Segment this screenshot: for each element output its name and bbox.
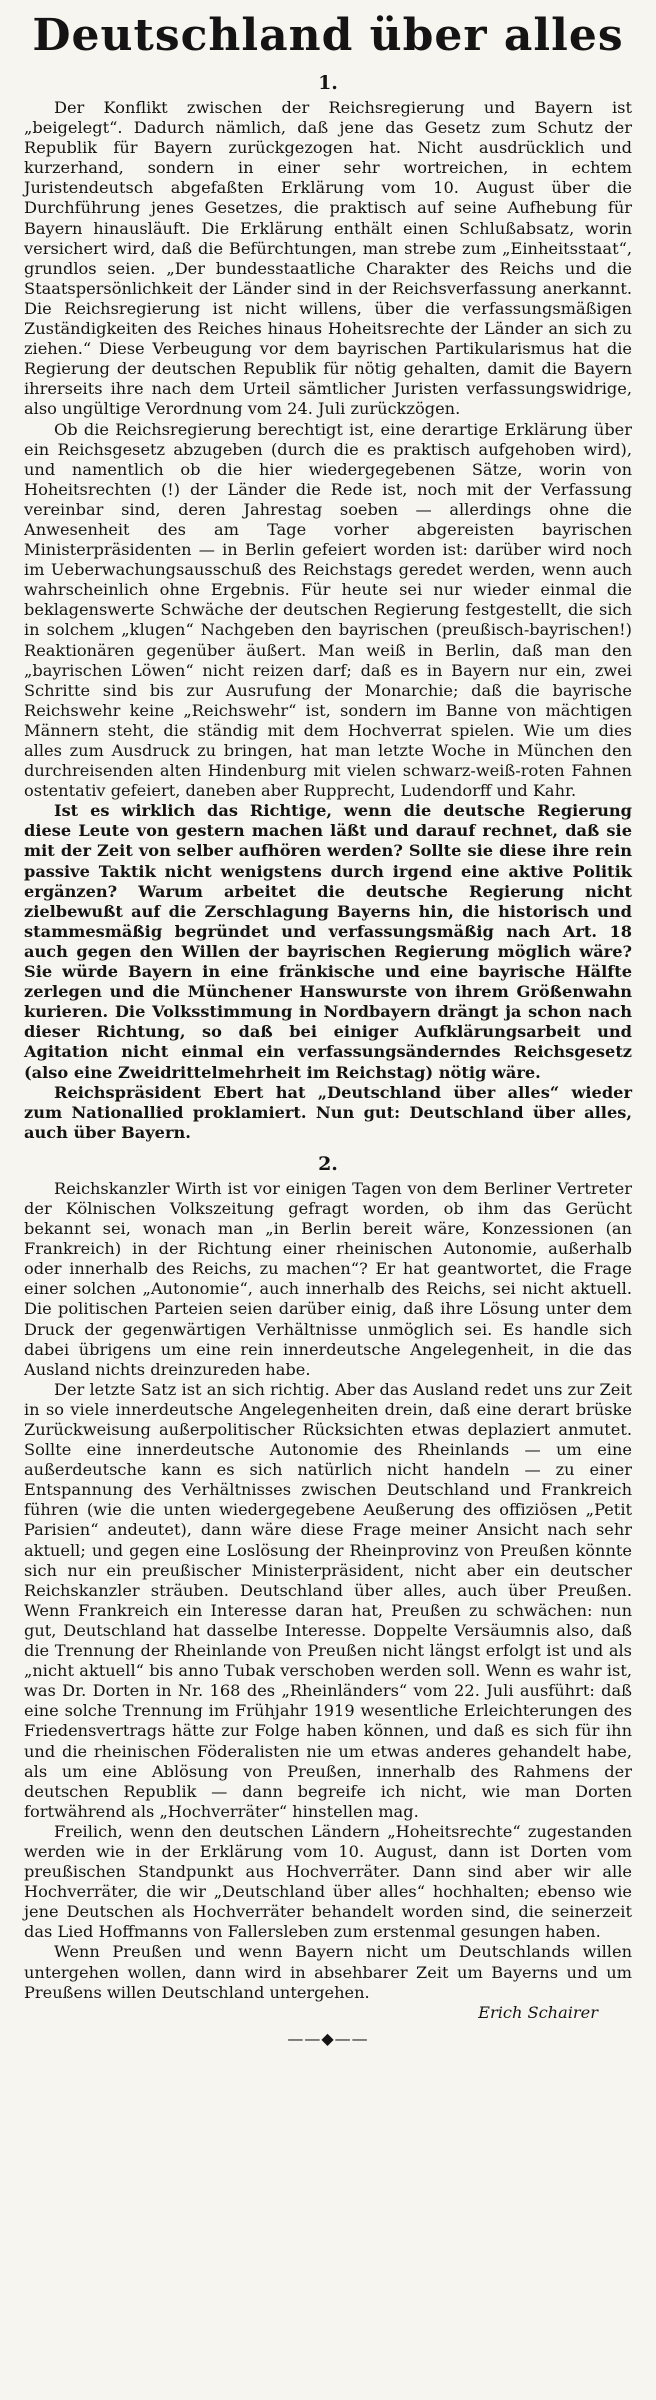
paragraph: Ob die Reichsregierung berechtigt ist, eine derartige Erklärung über ein Reichsgesetz abzugeben (durch die es praktisch aufgehoben wird), und namentlich ob die hier wiedergegebenen Sätze, worin von Hoheitsrechten (!) der Länder die Rede ist, noch mit der Verfassung vereinbar sind, deren Jahrestag soeben — allerdings ohne die Anwesenheit des am Tage vorher abgereisten bayrischen Ministerpräsidenten — in Berlin gefeiert worden ist: darüber wird noch im Ueberwachungsausschuß des Reichstags geredet werden, wenn auch wahrscheinlich ohne Ergebnis. Für heute sei nur wieder einmal die beklagenswerte Schwäche der deutschen Regierung festgestellt, die sich in solchem „klugen“ Nachgeben den bayrischen (preußisch-bayrischen!) Reaktionären gegenüber äußert. Man weiß in Berlin, daß man den „bayrischen Löwen“ nicht reizen darf; daß es in Bayern nur ein, zwei Schritte sind bis zur Ausrufung der Monarchie; daß die bayrische Reichswehr keine „Reichswehr“ ist, sondern im Banne von mächtigen Männern steht, die ständig mit dem Hochverrat spielen. Wie um dies alles zum Ausdruck zu bringen, hat man letzte Woche in München den durchreisenden alten Hindenburg mit vielen schwarz-weiß-roten Fahnen ostentativ gefeiert, daneben aber Rupprecht, Ludendorff und Kahr. — [24, 419, 632, 801]
article-title: Deutschland über alles — [32, 10, 624, 61]
end-ornament: ——◆—— — [287, 2028, 369, 2048]
paragraph: Freilich, wenn den deutschen Ländern „Hoheitsrechte“ zugestanden werden wie in der Erklärung vom 10. August, dann ist Dorten vom preußischen Standpunkt aus Hochverräter. Dann sind aber wir alle Hochverräter, die wir „Deutschland über alles“ hochhalten; ebenso wie jene Deutschen als Hochverräter behandelt worden sind, die seinerzeit das Lied Hoffmanns von Fallersleben zum erstenmal gesungen haben. — [24, 1821, 632, 1942]
author-signature: Erich Schairer — [478, 2002, 598, 2022]
section-number-2: 2. — [318, 1152, 338, 1175]
paragraph: Reichskanzler Wirth ist vor einigen Tagen von dem Berliner Vertreter der Kölnischen Volkszeitung gefragt worden, ob ihm das Gerücht bekannt sei, wonach man „in Berlin bereit wäre, Konzessionen (an Frankreich) in der Richtung einer rheinischen Autonomie, außerhalb oder innerhalb des Reichs, zu machen“? Er hat geantwortet, die Frage einer solchen „Autonomie“, auch innerhalb des Reichs, sei nicht aktuell. Die politischen Parteien seien darüber einig, daß ihre Lösung unter dem Druck der gegenwärtigen Verhältnisse unmöglich sei. Es handle sich dabei übrigens um eine rein innerdeutsche Angelegenheit, in die das Ausland nichts dreinzureden habe. — [24, 1178, 632, 1379]
paragraph-bold: Ist es wirklich das Richtige, wenn die deutsche Regierung diese Leute von gestern machen läßt und darauf rechnet, daß sie mit der Zeit von selber aufhören werden? Sollte sie diese ihre rein passive Taktik nicht wenigstens durch irgend eine aktive Politik ergänzen? Warum arbeitet die deutsche Regierung nicht zielbewußt auf die Zerschlagung Bayerns hin, die historisch und stammesmäßig begründet und verfassungsmäßig nach Art. 18 auch gegen den Willen der bayrischen Regierung möglich wäre? Sie würde Bayern in eine fränkische und eine bayrische Hälfte zerlegen und die Münchener Hanswurste von ihrem Größenwahn kurieren. Die Volksstimmung in Nordbayern drängt ja schon nach dieser Richtung, so daß bei einiger Aufklärungsarbeit und Agitation nicht einmal ein verfassungsänderndes Reichsgesetz (also eine Zweidrittelmehrheit im Reichstag) nötig wäre. — [24, 801, 632, 1082]
section-number-1: 1. — [318, 72, 338, 94]
paragraph: Der letzte Satz ist an sich richtig. Aber das Ausland redet uns zur Zeit in so viele innerdeutsche Angelegenheiten drein, daß eine derart brüske Zurückweisung außerpolitischer Rücksichten etwas deplaziert anmutet. Sollte eine innerdeutsche Autonomie des Rheinlands — um eine außerdeutsche kann es sich natürlich nicht handeln — zu einer Entspannung des Verhältnisses zwischen Deutschland und Frankreich führen (wie die unten wiedergegebene Aeußerung des offiziösen „Petit Parisien“ andeutet), dann wäre diese Frage meiner Ansicht nach sehr aktuell; und gegen eine Loslösung der Rheinprovinz von Preußen könnte sich nur ein preußischer Ministerpräsident, nicht aber ein deutscher Reichskanzler sträuben. Deutschland über alles, auch über Preußen. Wenn Frankreich ein Interesse daran hat, Preußen zu schwächen: nun gut, Deutschland hat dasselbe Interesse. Doppelte Versäumnis also, daß die Trennung der Rheinlande von Preußen nicht längst erfolgt ist und als „nicht aktuell“ bis anno Tubak verschoben werden soll. Wenn es wahr ist, was Dr. Dorten in Nr. 168 des „Rheinländers“ vom 22. Juli ausführt: daß eine solche Trennung im Frühjahr 1919 wesentliche Erleichterungen des Friedensvertrags hätte zur Folge haben können, und daß es sich für ihn und die rheinischen Föderalisten nie um etwas anderes gehandelt habe, als um eine Ablösung von Preußen, innerhalb des Rahmens der deutschen Republik — dann begreife ich nicht, wie man Dorten fortwährend als „Hochverräter“ hinstellen mag. — [24, 1379, 632, 1821]
paragraph: Der Konflikt zwischen der Reichsregierung und Bayern ist „beigelegt“. Dadurch nämlich, daß jene das Gesetz zum Schutz der Republik für Bayern zurückgezogen hat. Nicht ausdrücklich und kurzerhand, sondern in einer sehr wortreichen, in echtem Juristendeutsch abgefaßten Erklärung vom 10. August über die Durchführung jenes Gesetzes, die praktisch auf seine Aufhebung für Bayern hinausläuft. Die Erklärung enthält einen Schlußabsatz, worin versichert wird, daß die Befürchtungen, man strebe zum „Einheitsstaat“, grundlos seien. „Der bundesstaatliche Charakter des Reichs und die Staatspersönlichkeit der Länder sind in der Reichsverfassung anerkannt. Die Reichsregierung ist nicht willens, über die verfassungsmäßigen Zuständigkeiten des Reiches hinaus Hoheitsrechte der Länder an sich zu ziehen.“ Diese Verbeugung vor dem bayrischen Partikularismus hat die Regierung der deutschen Republik für nötig gehalten, damit die Bayern ihrerseits ihre nach dem Urteil sämtlicher Juristen verfassungswidrige, also ungültige Verordnung vom 24. Juli zurückzögen. — [24, 98, 632, 419]
paragraph: Wenn Preußen und wenn Bayern nicht um Deutschlands willen untergehen wollen, dann wird in absehbarer Zeit um Bayerns und um Preußens willen Deutschland untergehen. — [24, 1942, 632, 2002]
paragraph-bold: Reichspräsident Ebert hat „Deutschland über alles“ wieder zum Nationallied proklamiert. Nun gut: Deutschland über alles, auch über Bayern. — [24, 1082, 632, 1142]
